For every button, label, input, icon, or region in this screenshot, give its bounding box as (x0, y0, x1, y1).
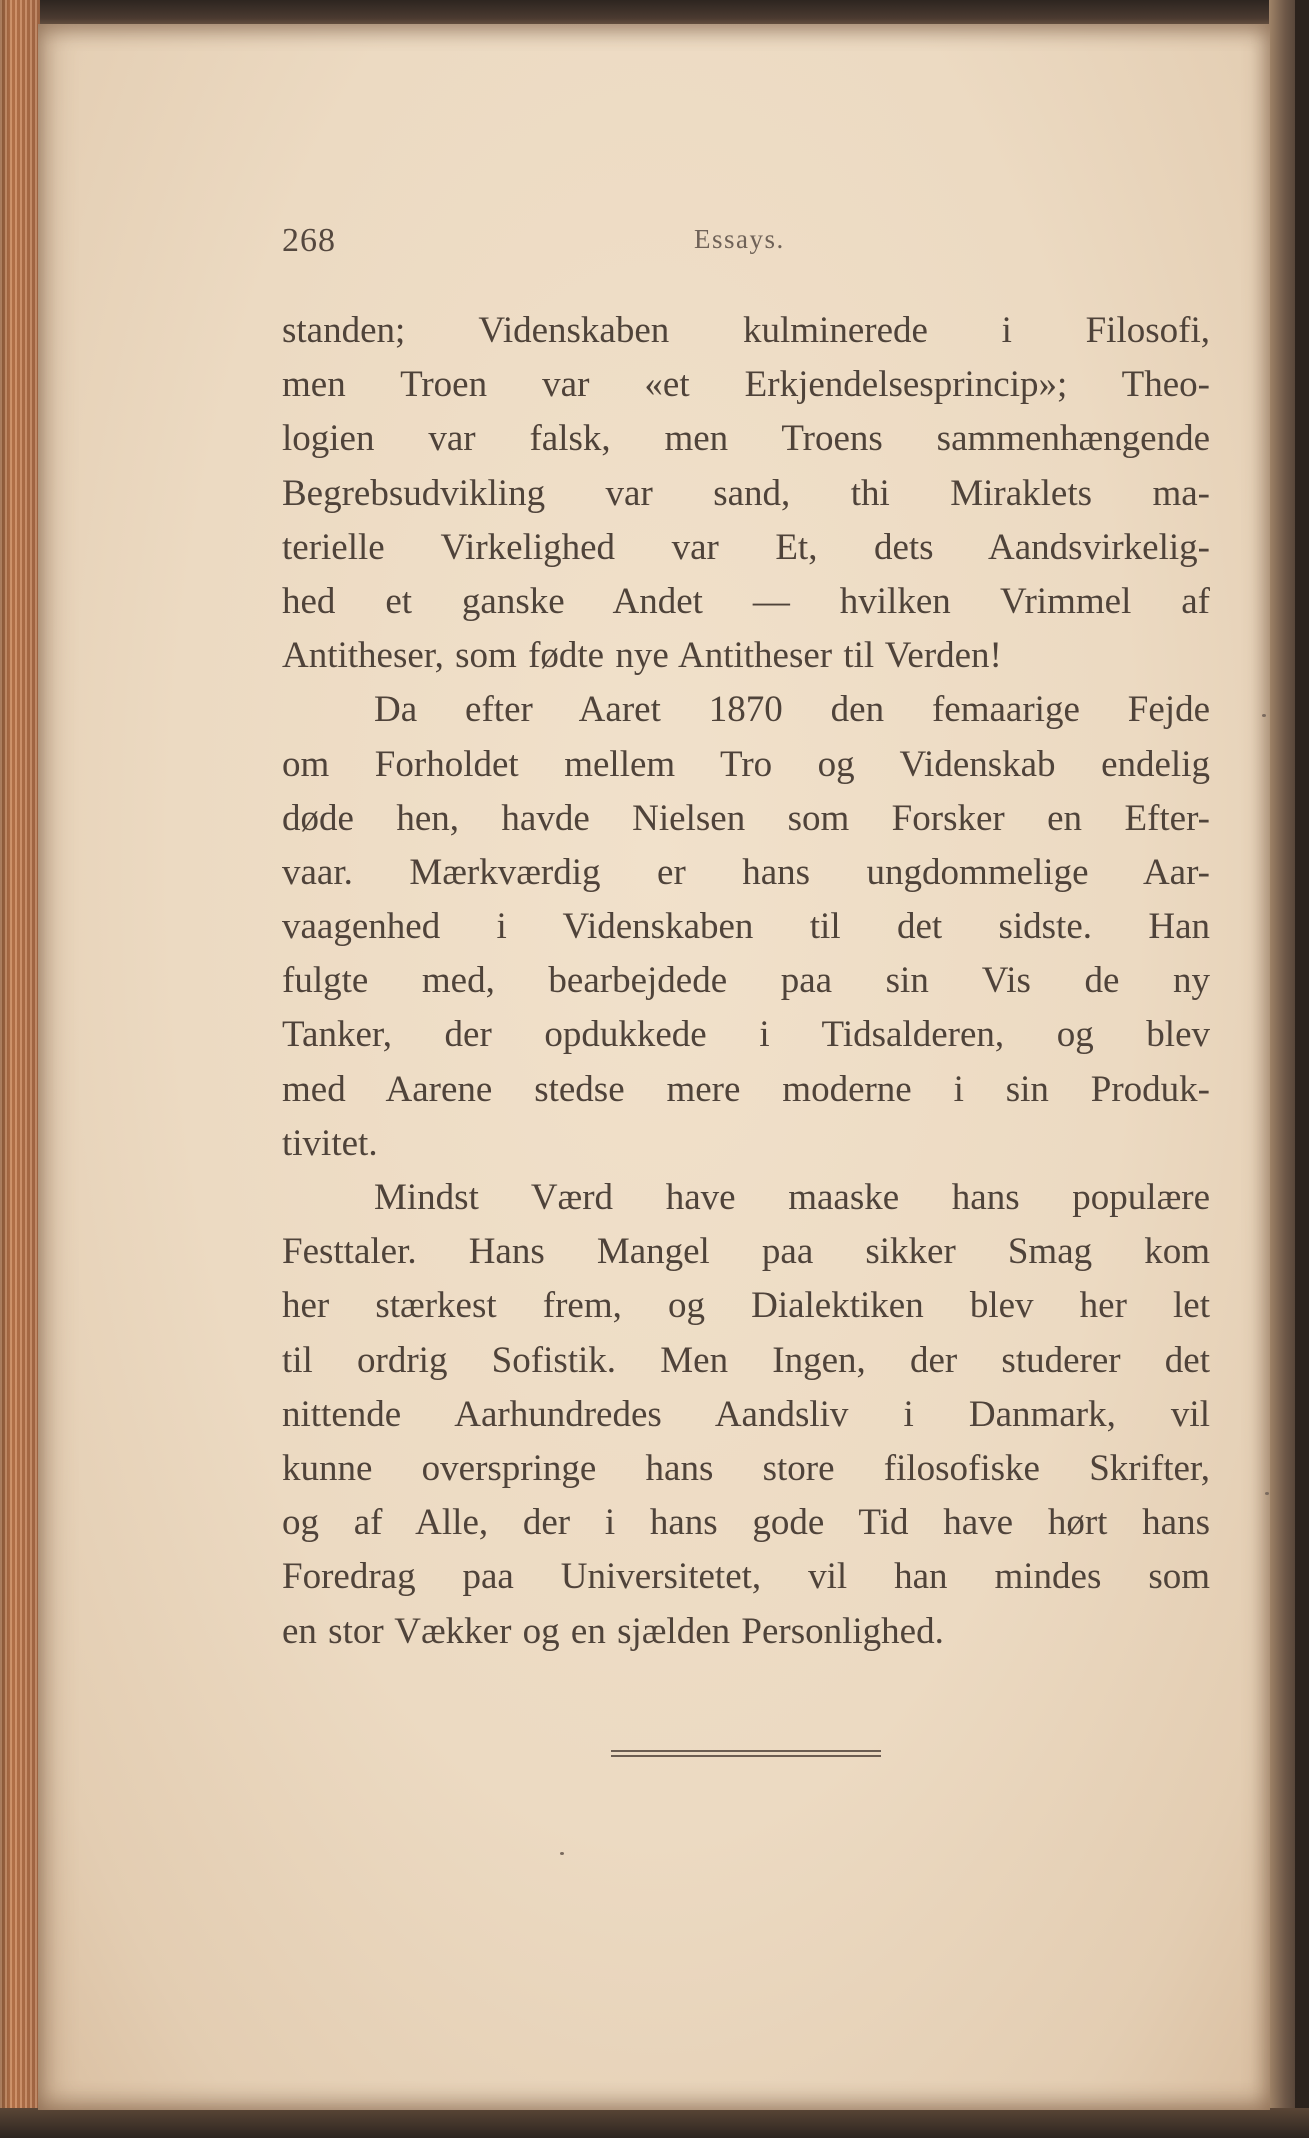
text-line: Foredrag paa Universitetet, vil han mindes som (282, 1556, 1210, 1598)
text-line: logien var falsk, men Troens sammenhængende (282, 418, 1210, 460)
text-line: en stor Vækker og en sjælden Personlighed. (282, 1610, 944, 1652)
right-cover-edge (1295, 0, 1309, 2138)
bottom-shadow (0, 2108, 1309, 2138)
text-line: Antitheser, som fødte nye Antitheser til Verden! (282, 635, 1002, 677)
text-line: til ordrig Sofistik. Men Ingen, der studerer det (282, 1339, 1210, 1381)
text-line: fulgte med, bearbejdede paa sin Vis de ny (282, 960, 1210, 1002)
text-line: døde hen, havde Nielsen som Forsker en Efter- (282, 797, 1210, 839)
body-text (282, 304, 1210, 1659)
text-line: Begrebsudvikling var sand, thi Miraklets ma- (282, 472, 1210, 514)
page-header (282, 222, 802, 262)
page-number: 268 (282, 222, 336, 259)
text-line: vaagenhed i Videnskaben til det sidste. Han (282, 906, 1210, 948)
text-line: Tanker, der opdukkede i Tidsalderen, og blev (282, 1014, 1210, 1056)
text-line: hed et ganske Andet — hvilken Vrimmel af (282, 580, 1210, 622)
end-rule (611, 1750, 881, 1757)
top-shadow (0, 0, 1309, 26)
text-line: Festtaler. Hans Mangel paa sikker Smag kom (282, 1231, 1210, 1273)
paragraph-start: Mindst Værd have maaske hans populære (374, 1177, 1210, 1218)
text-line: nittende Aarhundredes Aandsliv i Danmark, vil (282, 1393, 1210, 1435)
text-line: standen; Videnskaben kulminerede i Filosofi, (282, 310, 1210, 351)
text-line: med Aarene stedse mere moderne i sin Produk- (282, 1068, 1210, 1110)
left-page-edge-texture (0, 0, 40, 2138)
paper-speck (1262, 714, 1266, 717)
text-line: og af Alle, der i hans gode Tid have hørt hans (282, 1502, 1210, 1544)
text-line: her stærkest frem, og Dialektiken blev her let (282, 1285, 1210, 1327)
text-line: om Forholdet mellem Tro og Videnskab endelig (282, 743, 1210, 785)
paper-speck (560, 1852, 564, 1855)
text-line: tivitet. (282, 1122, 378, 1164)
running-head: Essays. (694, 224, 785, 254)
text-line: terielle Virkelighed var Et, dets Aandsvirkelig- (282, 526, 1210, 568)
text-line: vaar. Mærkværdig er hans ungdommelige Aar- (282, 851, 1210, 893)
paragraph-start: Da efter Aaret 1870 den femaarige Fejde (374, 689, 1210, 731)
paper-speck (1265, 1492, 1269, 1495)
text-line: men Troen var «et Erkjendelsesprincip»; Theo- (282, 364, 1210, 406)
text-line: kunne overspringe hans store filosofiske Skrifter, (282, 1447, 1210, 1489)
